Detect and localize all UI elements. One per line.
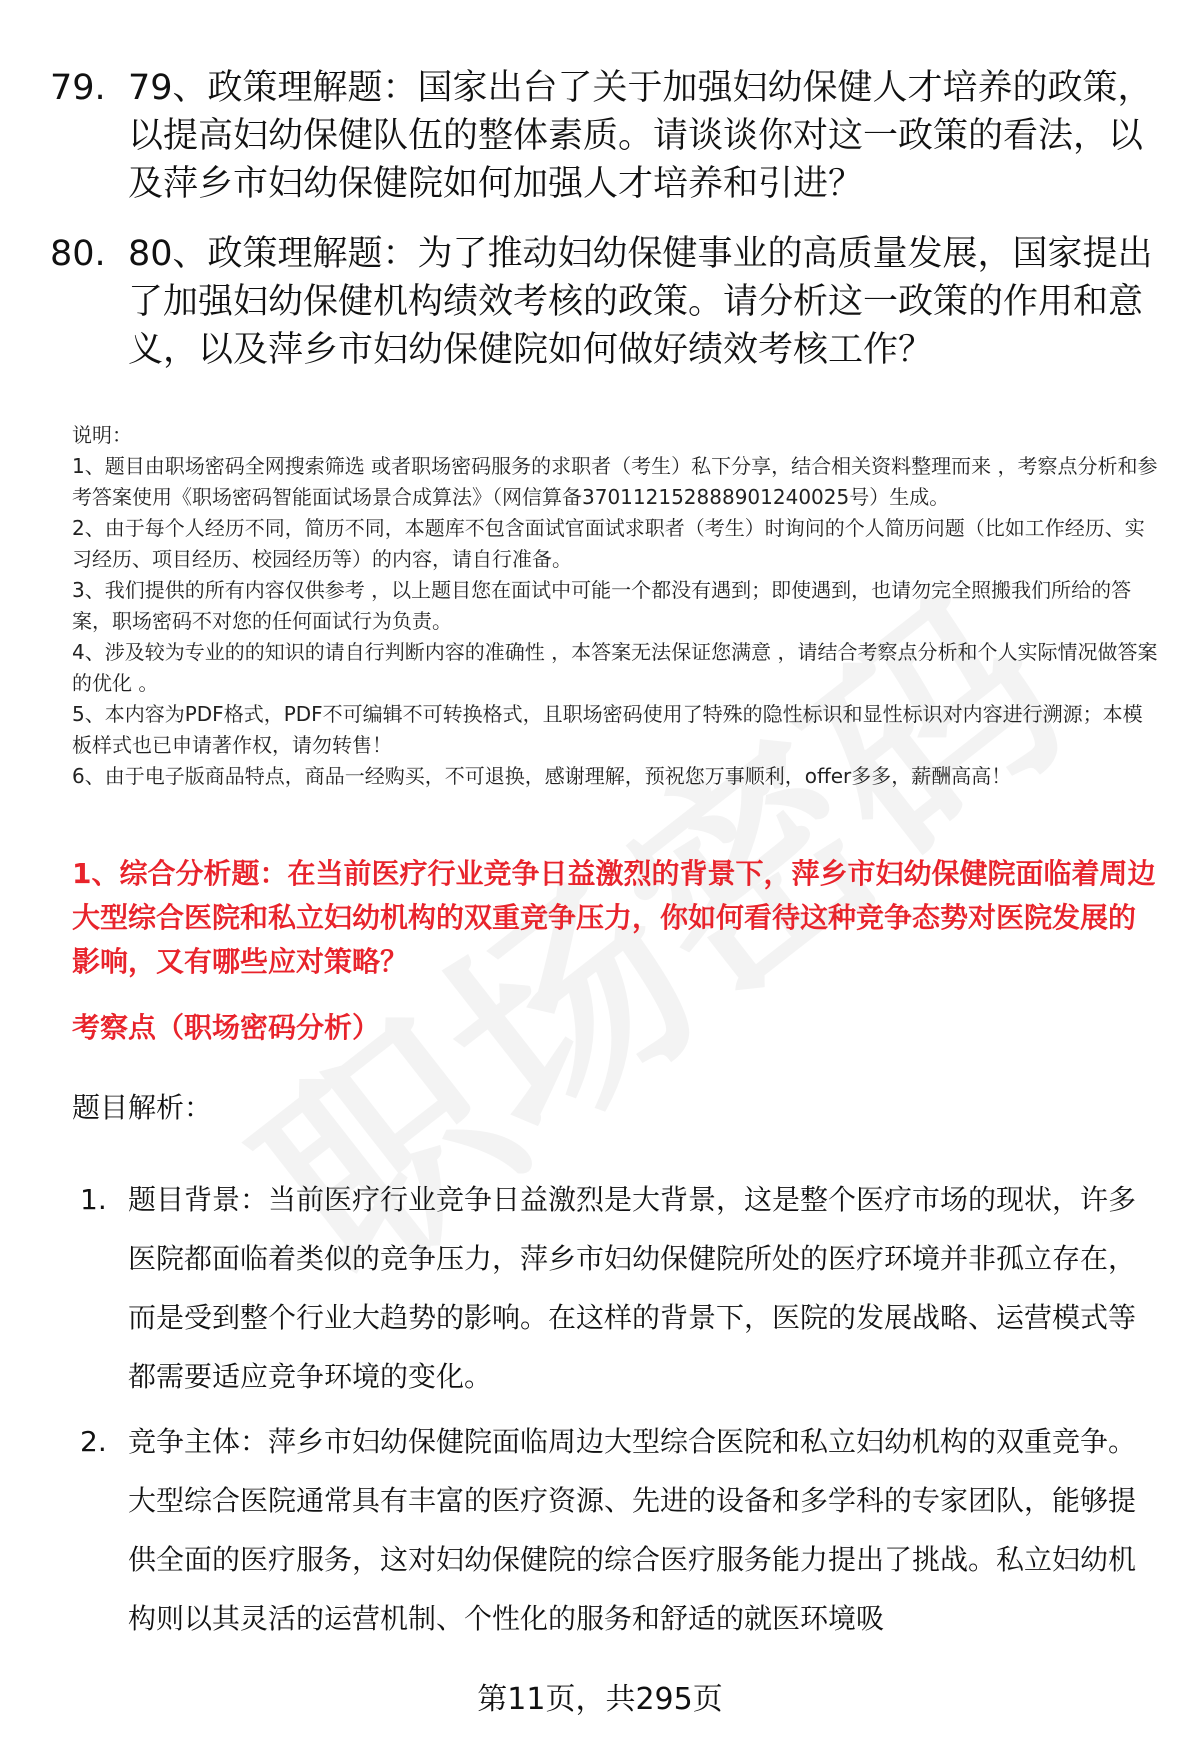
notes-heading: 说明：: [72, 423, 132, 447]
analysis-label: 题目解析：: [72, 1091, 213, 1124]
analysis-item: [80, 1412, 1160, 1648]
question-item: [50, 230, 1160, 374]
analysis-item-number: 1.: [80, 1183, 107, 1216]
page-footer: 第11页，共295页: [477, 1682, 723, 1717]
note-item: 2、由于每个人经历不同，简历不同，本题库不包含面试官面试求职者（考生）时询问的个人简历问题（比如工作经历、实习经历、项目经历、校园经历等）的内容，请自行准备。: [72, 516, 1145, 571]
question-number: 79.: [50, 68, 106, 108]
note-item: 6、由于电子版商品特点，商品一经购买，不可退换，感谢理解，预祝您万事顺利，offer多多，薪酬高高！: [72, 764, 1012, 788]
analysis-list: [80, 1170, 1160, 1654]
question-item: [50, 64, 1160, 208]
note-item: 5、本内容为PDF格式，PDF不可编辑不可转换格式，且职场密码使用了特殊的隐性标识和显性标识对内容进行溯源；本模板样式也已申请著作权，请勿转售！: [72, 702, 1143, 757]
note-item: 4、涉及较为专业的的知识的请自行判断内容的准确性 ，本答案无法保证您满意 ，请结合考察点分析和个人实际情况做答案的优化 。: [72, 640, 1158, 695]
question-text: 80、政策理解题：为了推动妇幼保健事业的高质量发展，国家提出了加强妇幼保健机构绩效考核的政策。请分析这一政策的作用和意义，以及萍乡市妇幼保健院如何做好绩效考核工作？: [128, 234, 1153, 370]
analysis-item-text: 竞争主体：萍乡市妇幼保健院面临周边大型综合医院和私立妇幼机构的双重竞争。大型综合医院通常具有丰富的医疗资源、先进的设备和多学科的专家团队，能够提供全面的医疗服务，这对妇幼保健院的综合医疗服务能力提出了挑战。私立妇幼机构则以其灵活的运营机制、个性化的服务和舒适的就医环境吸: [128, 1425, 1137, 1635]
question-list: [50, 64, 1160, 396]
exam-point-heading: 考察点（职场密码分析）: [72, 1011, 381, 1044]
question-number: 80.: [50, 234, 106, 274]
note-item: 3、我们提供的所有内容仅供参考 ，以上题目您在面试中可能一个都没有遇到；即使遇到，也请勿完全照搬我们所给的答案，职场密码不对您的任何面试行为负责。: [72, 578, 1132, 633]
analysis-item-number: 2.: [80, 1425, 107, 1458]
analysis-item-text: 题目背景：当前医疗行业竞争日益激烈是大背景，这是整个医疗市场的现状，许多医院都面临着类似的竞争压力，萍乡市妇幼保健院所处的医疗环境并非孤立存在，而是受到整个行业大趋势的影响。在这样的背景下，医院的发展战略、运营模式等都需要适应竞争环境的变化。: [128, 1183, 1137, 1393]
main-question-heading: 1、综合分析题：在当前医疗行业竞争日益激烈的背景下，萍乡市妇幼保健院面临着周边大型综合医院和私立妇幼机构的双重竞争压力，你如何看待这种竞争态势对医院发展的影响，又有哪些应对策略？: [72, 857, 1156, 978]
note-item: 1、题目由职场密码全网搜索筛选 或者职场密码服务的求职者（考生）私下分享，结合相关资料整理而来 ，考察点分析和参考答案使用《职场密码智能面试场景合成算法》（网信算备370112152888901240025号）生成。: [72, 454, 1158, 509]
question-text: 79、政策理解题：国家出台了关于加强妇幼保健人才培养的政策，以提高妇幼保健队伍的整体素质。请谈谈你对这一政策的看法，以及萍乡市妇幼保健院如何加强人才培养和引进？: [128, 68, 1153, 204]
notes-section: [72, 420, 1160, 792]
analysis-item: [80, 1170, 1160, 1406]
